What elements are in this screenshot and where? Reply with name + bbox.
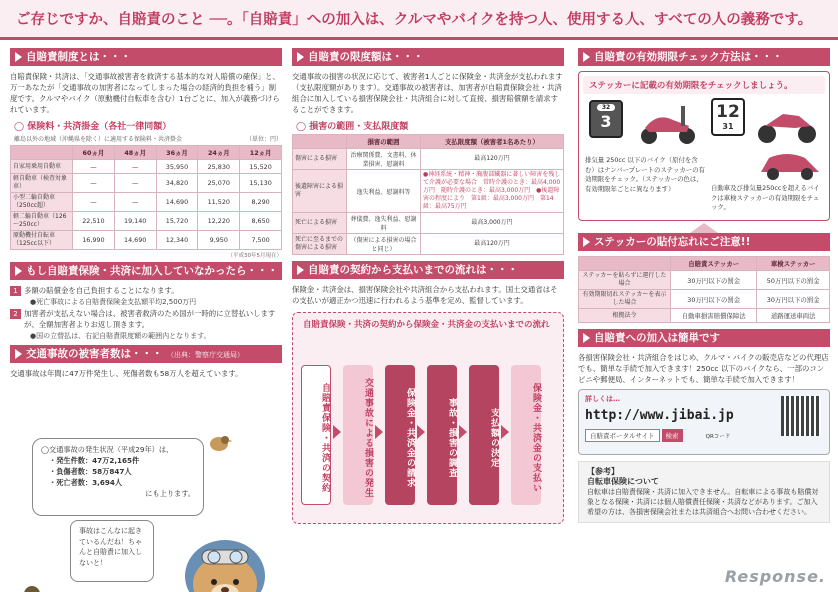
limit-row-label: 後遺障害による損害: [293, 170, 347, 213]
limit-scope: 逸失利益、慰謝料等: [347, 170, 421, 213]
fee-title: ◯ 保険料・共済掛金（各社一律同額）: [14, 122, 172, 132]
fee-cell: 22,510: [73, 212, 115, 231]
stats-line: ・発生件数：47万2,165件: [49, 456, 140, 465]
penalty-header: [579, 257, 671, 271]
column-center: [292, 48, 564, 592]
fee-row: [11, 231, 282, 250]
item-number: 2: [10, 309, 21, 319]
flow-diagram: [292, 312, 564, 524]
limit-header: [293, 135, 347, 149]
limit-amount: ●神経系統・精神・胸腹部臓器に著しい障害を残して介護が必要な場合 常時介護のとき：最高4,000万円 随時介護のとき：最高3,000万円 ●後遺障害の程度により 第1級：最高3,000万円 第14級：最高75万円: [421, 170, 564, 213]
section-title: 自賠責の契約から支払いまでの流れは・・・: [292, 261, 564, 279]
fee-header: 12ヵ月: [240, 146, 282, 160]
fee-cell: —: [114, 193, 156, 212]
fee-cell: 12,340: [156, 231, 198, 250]
fee-row: [11, 160, 282, 174]
fee-cell: 9,950: [198, 231, 240, 250]
section-title: 自賠責制度とは・・・: [10, 48, 282, 66]
limit-scope: 治療関係費、文書料、休業損害、慰謝料: [347, 149, 421, 170]
scooter-illustration: [637, 98, 699, 146]
limit-scope: 葬儀費、逸失利益、慰謝料: [347, 213, 421, 234]
motorcycle-illustration: [755, 100, 821, 146]
inspection-sticker: 12 31: [711, 98, 745, 136]
column-left: [10, 48, 282, 592]
stats-line: ・死亡者数：3,694人: [49, 478, 123, 487]
fee-cell: —: [73, 174, 115, 193]
url-label: 詳しくは…: [585, 395, 620, 403]
portal-search-field[interactable]: 自賠責ポータルサイト: [585, 429, 660, 442]
limit-row: [293, 149, 564, 170]
fee-row: [11, 174, 282, 193]
penalty-cell: 30万円以下の罰金: [671, 290, 757, 309]
fee-cell: 16,990: [73, 231, 115, 250]
flow-arrow: [333, 425, 341, 439]
fee-cell: 8,650: [240, 212, 282, 231]
fee-cell: 7,500: [240, 231, 282, 250]
item-sub: ●死亡事故による自賠責保険金支払額平均2,500万円: [30, 298, 197, 306]
enroll-text: 各損害保険会社・共済組合をはじめ、クルマ・バイクの販売店などの代理店でも、簡単な手続で加入できます！250cc 以下のバイクなら、一部のコンビニや郵便局、インターネットでも、簡単な手続で加入できます！: [578, 353, 829, 384]
penalty-header: 車検ステッカー: [757, 257, 830, 271]
stats-line: ・負傷者数：58万847人: [49, 467, 132, 476]
penalty-cell: 道路運送車両法: [757, 309, 830, 323]
fee-cell: —: [114, 174, 156, 193]
fee-row-label: 小型二輪自動車（250cc超）: [11, 193, 73, 212]
qr-code-icon: [781, 396, 821, 436]
fee-cell: —: [73, 193, 115, 212]
fee-cell: —: [73, 160, 115, 174]
limit-title: ◯ 損害の範囲・支払限度額: [296, 122, 409, 132]
reference-head: 【参考】: [587, 467, 619, 476]
fee-cell: 19,140: [114, 212, 156, 231]
limit-header: 損害の範囲: [347, 135, 421, 149]
fee-cell: 8,290: [240, 193, 282, 212]
stats-box: [32, 438, 204, 516]
fee-unit: （単位：円）: [245, 136, 282, 143]
penalty-cell: 自動車損害賠償保障法: [671, 309, 757, 323]
fee-cell: 15,720: [156, 212, 198, 231]
fee-cell: 12,220: [198, 212, 240, 231]
penalty-table: [578, 256, 830, 323]
column-right: [578, 48, 830, 592]
fee-date: （平成30年5月現在）: [227, 253, 282, 259]
check-title: ステッカーに記載の有効期限をチェックしましょう。: [583, 76, 825, 94]
fee-header: 24ヵ月: [198, 146, 240, 160]
speech-bubble: 事故はこんなに起きているんだね！ちゃんと自賠責に加入しないと！: [70, 520, 154, 582]
flow-step: 自賠責保険・共済の契約: [301, 365, 331, 505]
limit-table: [292, 134, 564, 255]
sticker-caption-2: 自動車及び排気量250ccを超えるバイクは車検ステッカーの有効期限をチェック。: [711, 184, 820, 211]
section-title: 自賠責への加入は簡単です: [578, 329, 830, 347]
fee-header: 48ヵ月: [114, 146, 156, 160]
search-button[interactable]: 検索: [662, 429, 683, 442]
flow-text: 保険金・共済金は、損害保険会社や共済組合から支払われます。国土交通省はその支払いが適正かつ迅速に行われるよう基準を定め、監督しています。: [292, 285, 558, 305]
fee-cell: 25,070: [198, 174, 240, 193]
flow-arrow: [375, 425, 383, 439]
up-arrow: [690, 223, 718, 233]
fee-header: [11, 146, 73, 160]
fee-row-label: 自家用乗用自動車: [11, 160, 73, 174]
penalty-header: 自賠責ステッカー: [671, 257, 757, 271]
car-illustration: [757, 148, 823, 182]
fee-cell: —: [114, 160, 156, 174]
fee-cell: 34,820: [156, 174, 198, 193]
item-number: 1: [10, 286, 21, 296]
flow-step: 支払額の決定: [469, 365, 499, 505]
headline: ご存じですか、自賠責のこと ──。「自賠責」への加入は、クルマやバイクを持つ人、使用する人、すべての人の義務です。: [0, 0, 838, 40]
section-title: 自賠責の限度額は・・・: [292, 48, 564, 66]
url-box: [578, 389, 830, 455]
fee-cell: 11,520: [198, 193, 240, 212]
fee-table: [10, 145, 282, 250]
limit-row-label: 死亡による損害: [293, 213, 347, 234]
section-title: 交通事故の被害者数は・・・ （出典：警察庁交通局）: [10, 345, 282, 363]
numbered-item: [10, 285, 282, 296]
limit-amount: 最高120万円: [421, 234, 564, 255]
penalty-row: [579, 271, 830, 290]
fee-cell: 14,690: [156, 193, 198, 212]
penalty-row-label: 根拠法令: [579, 309, 671, 323]
fee-cell: 15,520: [240, 160, 282, 174]
reference-text: 自転車は自賠責保険・共済に加入できません。自転車による事故も賠償対象となる保険・共済には個人賠償責任保険・共済などがあります。ご加入希望の方は、各損害保険会社または共済組合へお問い合わせください。: [587, 488, 819, 516]
stats-title: ◯交通事故の発生状況（平成29年）は、: [41, 445, 174, 454]
item-sub: ●国の立替払は、右記自賠責限度額の範囲内となります。: [30, 332, 211, 340]
fee-cell: 15,130: [240, 174, 282, 193]
penalty-cell: 30万円以下の罰金: [671, 271, 757, 290]
item-text: 加害者が支払えない場合は、被害者救済のため国が一時的に立替払いしますが、全額加害者よりお返し頂きます。: [24, 309, 276, 329]
flow-arrow: [501, 425, 509, 439]
fee-row-label: 原動機付自転車（125cc以下）: [11, 231, 73, 250]
sticker-check-box: [578, 71, 830, 221]
bear-character: [170, 526, 280, 592]
flow-arrow: [417, 425, 425, 439]
penalty-row: [579, 309, 830, 323]
flow-step: 交通事故による損害の発生: [343, 365, 373, 505]
flow-arrow: [459, 425, 467, 439]
flow-step: 保険金・共済金の支払い: [511, 365, 541, 505]
penalty-cell: 30万円以下の罰金: [757, 290, 830, 309]
fee-row-label: 軽自動車（検査対象車）: [11, 174, 73, 193]
numbered-item: [10, 308, 282, 330]
item-text: 多額の賠償金を自己負担することになります。: [24, 286, 179, 295]
limit-row-label: 傷害による損害: [293, 149, 347, 170]
limit-row-label: 死亡に至るまでの傷害による損害: [293, 234, 347, 255]
intro-text: 自賠責保険・共済は、「交通事故被害者を救済する基本的な対人賠償の確保」と、万一あなたが「交通事故の加害者になってしまった場合の経済的負担を補う」制度です。クルマやバイク（原動機付自転車を含む）1台ごとに、加入が義務づけられています。: [10, 72, 280, 114]
watermark-logo: Response.: [724, 567, 826, 586]
bird-illustration: [206, 432, 232, 454]
limit-row: [293, 234, 564, 255]
section-title: 自賠責の有効期限チェック方法は・・・: [578, 48, 830, 66]
limit-scope: （傷害による損害の場合と同じ）: [347, 234, 421, 255]
flow-title: 自賠責保険・共済の契約から保険金・共済金の支払いまでの流れ: [303, 320, 550, 330]
reference-title: 自転車保険について: [587, 477, 659, 486]
limit-row: [293, 170, 564, 213]
penalty-row: [579, 290, 830, 309]
flow-step: 保険金・共済金の請求: [385, 365, 415, 505]
fee-row: [11, 212, 282, 231]
site-url[interactable]: http://www.jibai.jp: [585, 408, 734, 423]
limit-amount: 最高3,000万円: [421, 213, 564, 234]
fee-header: 60ヵ月: [73, 146, 115, 160]
fee-cell: 14,690: [114, 231, 156, 250]
fee-note: 離島以外の地域（沖縄県を除く）に適用する保険料・共済掛金: [14, 136, 183, 143]
penalty-cell: 50万円以下の罰金: [757, 271, 830, 290]
penalty-row-label: ステッカーを貼らずに運行した場合: [579, 271, 671, 290]
section-title: ステッカーの貼付忘れにご注意!!: [578, 233, 830, 251]
limit-header: 支払限度額（被害者1名あたり）: [421, 135, 564, 149]
fee-header: 36ヵ月: [156, 146, 198, 160]
flow-step: 事故・損害の調査: [427, 365, 457, 505]
fee-cell: 25,830: [198, 160, 240, 174]
limit-row: [293, 213, 564, 234]
reference-box: [578, 461, 830, 523]
moped-sticker: 32 3: [589, 100, 623, 138]
qr-label: QRコード: [705, 434, 731, 440]
limit-text: 交通事故の損害の状況に応じて、被害者1人ごとに保険金・共済金が支払われます（支払限度額があります）。交通事故の被害者は、加害者が自賠責保険会社・共済組合に加入している損害保険会社・共済組合に対して直接、損害賠償額を請求することができます。: [292, 72, 563, 114]
stats-end: にも上ります。: [145, 489, 195, 498]
fee-row-label: 軽二輪自動車（126～250cc）: [11, 212, 73, 231]
fee-row: [11, 193, 282, 212]
limit-amount: 最高120万円: [421, 149, 564, 170]
penalty-row-label: 有効期限切れステッカーを表示した場合: [579, 290, 671, 309]
accident-text: 交通事故は年間に47万件発生し、死傷者数も58万人を超えています。: [10, 369, 243, 378]
fee-cell: 35,950: [156, 160, 198, 174]
duck-illustration: [10, 580, 50, 592]
section-title: もし自賠責保険・共済に加入していなかったら・・・: [10, 262, 282, 280]
sticker-caption-1: 排気量 250cc 以下のバイク（原付を含む）はナンバープレートのステッカーの有効期限をチェック。（ステッカーの色は、有効期限年ごとに異なります）: [585, 156, 705, 193]
